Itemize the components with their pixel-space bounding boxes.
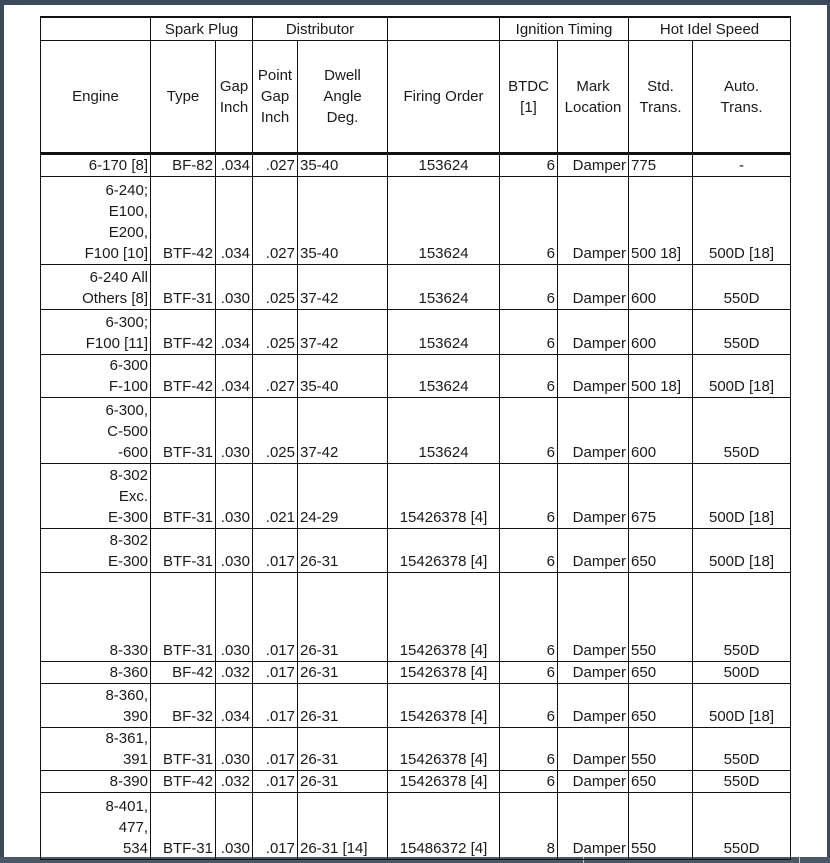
engine-line: C-500 (107, 423, 148, 440)
auto-trans-cell: 550D (693, 793, 791, 860)
engine-line: 6-300; (105, 314, 148, 331)
auto-trans-cell: 550D (693, 771, 791, 793)
table-row (41, 728, 791, 771)
firing-order-cell: 153624 (388, 154, 500, 177)
engine-line: 6-170 [8] (88, 157, 148, 174)
engine-line: E-300 (107, 509, 148, 526)
engine-cell (41, 398, 151, 464)
dwell-angle-cell: 26-31 (298, 771, 388, 793)
type-header: Type (151, 41, 216, 154)
engine-line: 8-360 (109, 664, 148, 681)
engine-line: Others [8] (82, 290, 148, 307)
dwell-angle-cell: 37-42 (298, 398, 388, 464)
type-cell: BTF-31 (151, 573, 216, 662)
point-gap-cell: .017 (253, 684, 298, 728)
engine-line: 6-240; (105, 182, 148, 199)
engine-cell (41, 771, 151, 793)
gap-cell: .030 (216, 265, 253, 310)
auto-trans-cell: 550D (693, 310, 791, 355)
mark-location-cell: Damper (558, 771, 629, 793)
firing-order-cell: 15426378 [4] (388, 573, 500, 662)
dwell-angle-cell: 35-40 (298, 355, 388, 398)
type-cell: BTF-31 (151, 793, 216, 860)
auto-trans-cell: - (693, 154, 791, 177)
mark-location-cell: Damper (558, 793, 629, 860)
std-trans-cell: 500 18] (629, 177, 693, 265)
point-gap-cell: .017 (253, 662, 298, 684)
auto-trans-cell: 550D (693, 398, 791, 464)
ignition-spec-table (40, 16, 791, 860)
firing-order-cell: 15426378 [4] (388, 684, 500, 728)
gap-cell: .030 (216, 529, 253, 573)
std-trans-cell: 675 (629, 464, 693, 529)
point-gap-cell: .017 (253, 728, 298, 771)
dwell-angle-cell: 26-31 (298, 662, 388, 684)
firing-order-cell: 153624 (388, 265, 500, 310)
engine-cell (41, 464, 151, 529)
table-row (41, 771, 791, 793)
type-cell: BTF-42 (151, 355, 216, 398)
point-gap-cell: .027 (253, 154, 298, 177)
mark-location-cell: Damper (558, 728, 629, 771)
engine-line: 8-302 (109, 532, 148, 549)
std-trans-cell: 550 (629, 793, 693, 860)
dwell-angle-cell: 35-40 (298, 177, 388, 265)
firing-order-cell: 15426378 [4] (388, 662, 500, 684)
gap-cell: .032 (216, 771, 253, 793)
point-gap-cell: .027 (253, 177, 298, 265)
dwell-angle-cell: 26-31 (298, 728, 388, 771)
engine-line: F100 [11] (85, 335, 148, 352)
table-row (41, 464, 791, 529)
engine-line: -600 (117, 444, 148, 461)
engine-line: F-100 (108, 378, 148, 395)
std-trans-cell: 500 18] (629, 355, 693, 398)
engine-line: 534 (122, 840, 148, 857)
btdc-cell: 6 (500, 464, 558, 529)
point-gap-cell: .017 (253, 573, 298, 662)
gap-cell: .034 (216, 154, 253, 177)
std-trans-cell: 550 (629, 728, 693, 771)
engine-line: 391 (122, 751, 148, 768)
gap-cell: .034 (216, 310, 253, 355)
type-cell: BF-42 (151, 662, 216, 684)
engine-cell (41, 154, 151, 177)
ignition-timing-group-header: Ignition Timing (500, 17, 629, 41)
type-cell: BTF-42 (151, 310, 216, 355)
std-trans-cell: 600 (629, 398, 693, 464)
std-trans-cell: 650 (629, 662, 693, 684)
table-row (41, 265, 791, 310)
firing-order-cell: 153624 (388, 310, 500, 355)
auto-trans-cell: 500D [18] (693, 464, 791, 529)
auto-trans-cell: 500D [18] (693, 529, 791, 573)
firing-order-cell: 15426378 [4] (388, 728, 500, 771)
point-gap-cell: .021 (253, 464, 298, 529)
firing-order-cell: 15426378 [4] (388, 464, 500, 529)
engine-line: 6-300, (105, 402, 148, 419)
std-trans-cell: 650 (629, 529, 693, 573)
btdc-cell: 6 (500, 573, 558, 662)
engine-cell (41, 728, 151, 771)
engine-line: E100, (108, 203, 148, 220)
type-cell: BTF-31 (151, 398, 216, 464)
engine-cell (41, 265, 151, 310)
gap-cell: .034 (216, 177, 253, 265)
engine-line: 8-360, (105, 687, 148, 704)
type-cell: BTF-31 (151, 464, 216, 529)
mark-location-cell: Damper (558, 464, 629, 529)
btdc-cell: 6 (500, 662, 558, 684)
dwell-angle-cell: 26-31 [14] (298, 793, 388, 860)
dwell-angle-cell: 24-29 (298, 464, 388, 529)
auto-trans-cell: 550D (693, 573, 791, 662)
dwell-angle-cell: 35-40 (298, 154, 388, 177)
engine-group-blank (41, 17, 151, 41)
btdc-cell: 6 (500, 177, 558, 265)
mark-location-cell: Damper (558, 662, 629, 684)
auto-trans-header: Auto. Trans. (693, 41, 791, 154)
engine-line: Exc. (118, 488, 148, 505)
gap-cell: .030 (216, 793, 253, 860)
auto-trans-cell: 500D [18] (693, 177, 791, 265)
mark-location-cell: Damper (558, 573, 629, 662)
firing-order-cell: 153624 (388, 177, 500, 265)
engine-line: E200, (108, 224, 148, 241)
gap-cell: .032 (216, 662, 253, 684)
table-row (41, 573, 791, 662)
type-cell: BTF-42 (151, 177, 216, 265)
point-gap-cell: .025 (253, 398, 298, 464)
gap-cell: .030 (216, 398, 253, 464)
engine-line: 6-300 (109, 357, 148, 374)
table-row (41, 355, 791, 398)
table-row (41, 310, 791, 355)
btdc-cell: 8 (500, 793, 558, 860)
std-trans-cell: 775 (629, 154, 693, 177)
point-gap-cell: .025 (253, 310, 298, 355)
distributor-group-header: Distributor (253, 17, 388, 41)
table-row (41, 177, 791, 265)
type-cell: BF-32 (151, 684, 216, 728)
btdc-cell: 6 (500, 398, 558, 464)
std-trans-cell: 650 (629, 684, 693, 728)
engine-cell (41, 355, 151, 398)
btdc-cell: 6 (500, 265, 558, 310)
point-gap-header: Point Gap Inch (253, 41, 298, 154)
table-row (41, 662, 791, 684)
engine-line: 8-390 (109, 773, 148, 790)
mark-location-cell: Damper (558, 154, 629, 177)
std-trans-cell: 550 (629, 573, 693, 662)
gap-cell: .030 (216, 464, 253, 529)
engine-cell (41, 684, 151, 728)
window-left-border (0, 0, 4, 863)
type-cell: BTF-31 (151, 265, 216, 310)
engine-cell (41, 793, 151, 860)
gap-cell: .030 (216, 573, 253, 662)
dwell-angle-cell: 26-31 (298, 684, 388, 728)
firing-order-header: Firing Order (388, 41, 500, 154)
dwell-angle-cell: 37-42 (298, 265, 388, 310)
mark-location-cell: Damper (558, 355, 629, 398)
engine-line: F100 [10] (84, 245, 148, 262)
engine-line: 6-240 All (89, 269, 148, 286)
btdc-cell: 6 (500, 771, 558, 793)
engine-cell (41, 662, 151, 684)
dwell-angle-cell: 26-31 (298, 573, 388, 662)
firing-order-cell: 153624 (388, 355, 500, 398)
window-top-border (0, 0, 830, 5)
table-row (41, 529, 791, 573)
point-gap-cell: .017 (253, 529, 298, 573)
engine-cell (41, 573, 151, 662)
engine-line: 8-401, (105, 798, 148, 815)
auto-trans-cell: 500D [18] (693, 355, 791, 398)
table-row (41, 793, 791, 860)
engine-line: E-300 (107, 553, 148, 570)
std-trans-header: Std. Trans. (629, 41, 693, 154)
firing-order-cell: 15426378 [4] (388, 529, 500, 573)
gap-cell: .034 (216, 355, 253, 398)
mark-location-cell: Damper (558, 265, 629, 310)
mark-location-cell: Damper (558, 529, 629, 573)
btdc-cell: 6 (500, 310, 558, 355)
table-row (41, 398, 791, 464)
auto-trans-cell: 550D (693, 728, 791, 771)
std-trans-cell: 600 (629, 310, 693, 355)
engine-cell (41, 529, 151, 573)
mark-location-cell: Damper (558, 684, 629, 728)
gap-cell: .034 (216, 684, 253, 728)
std-trans-cell: 650 (629, 771, 693, 793)
firing-order-cell: 15426378 [4] (388, 771, 500, 793)
mark-location-header: Mark Location (558, 41, 629, 154)
auto-trans-cell: 550D (693, 265, 791, 310)
engine-line: 8-302 (109, 467, 148, 484)
btdc-header: BTDC [1] (500, 41, 558, 154)
type-cell: BF-82 (151, 154, 216, 177)
engine-line: 8-330 (109, 642, 148, 659)
type-cell: BTF-31 (151, 728, 216, 771)
auto-trans-cell: 500D (693, 662, 791, 684)
engine-line: 477, (118, 819, 148, 836)
engine-cell (41, 310, 151, 355)
btdc-cell: 6 (500, 684, 558, 728)
engine-cell (41, 177, 151, 265)
point-gap-cell: .027 (253, 355, 298, 398)
dwell-angle-header: Dwell Angle Deg. (298, 41, 388, 154)
firing-order-cell: 153624 (388, 398, 500, 464)
type-cell: BTF-42 (151, 771, 216, 793)
gap-header: Gap Inch (216, 41, 253, 154)
point-gap-cell: .017 (253, 793, 298, 860)
point-gap-cell: .017 (253, 771, 298, 793)
btdc-cell: 6 (500, 154, 558, 177)
table-row (41, 154, 791, 177)
table-row (41, 684, 791, 728)
firing-group-blank (388, 17, 500, 41)
point-gap-cell: .025 (253, 265, 298, 310)
hot-idle-speed-group-header: Hot Idel Speed (629, 17, 791, 41)
mark-location-cell: Damper (558, 398, 629, 464)
dwell-angle-cell: 37-42 (298, 310, 388, 355)
type-cell: BTF-31 (151, 529, 216, 573)
btdc-cell: 6 (500, 529, 558, 573)
status-divider (799, 857, 800, 863)
dwell-angle-cell: 26-31 (298, 529, 388, 573)
firing-order-cell: 15486372 [4] (388, 793, 500, 860)
spark-plug-group-header: Spark Plug (151, 17, 253, 41)
engine-line: 390 (122, 708, 148, 725)
engine-line: 8-361, (105, 730, 148, 747)
mark-location-cell: Damper (558, 177, 629, 265)
gap-cell: .030 (216, 728, 253, 771)
spec-table-body (41, 154, 791, 860)
std-trans-cell: 600 (629, 265, 693, 310)
engine-header: Engine (41, 41, 151, 154)
btdc-cell: 6 (500, 355, 558, 398)
btdc-cell: 6 (500, 728, 558, 771)
mark-location-cell: Damper (558, 310, 629, 355)
auto-trans-cell: 500D [18] (693, 684, 791, 728)
